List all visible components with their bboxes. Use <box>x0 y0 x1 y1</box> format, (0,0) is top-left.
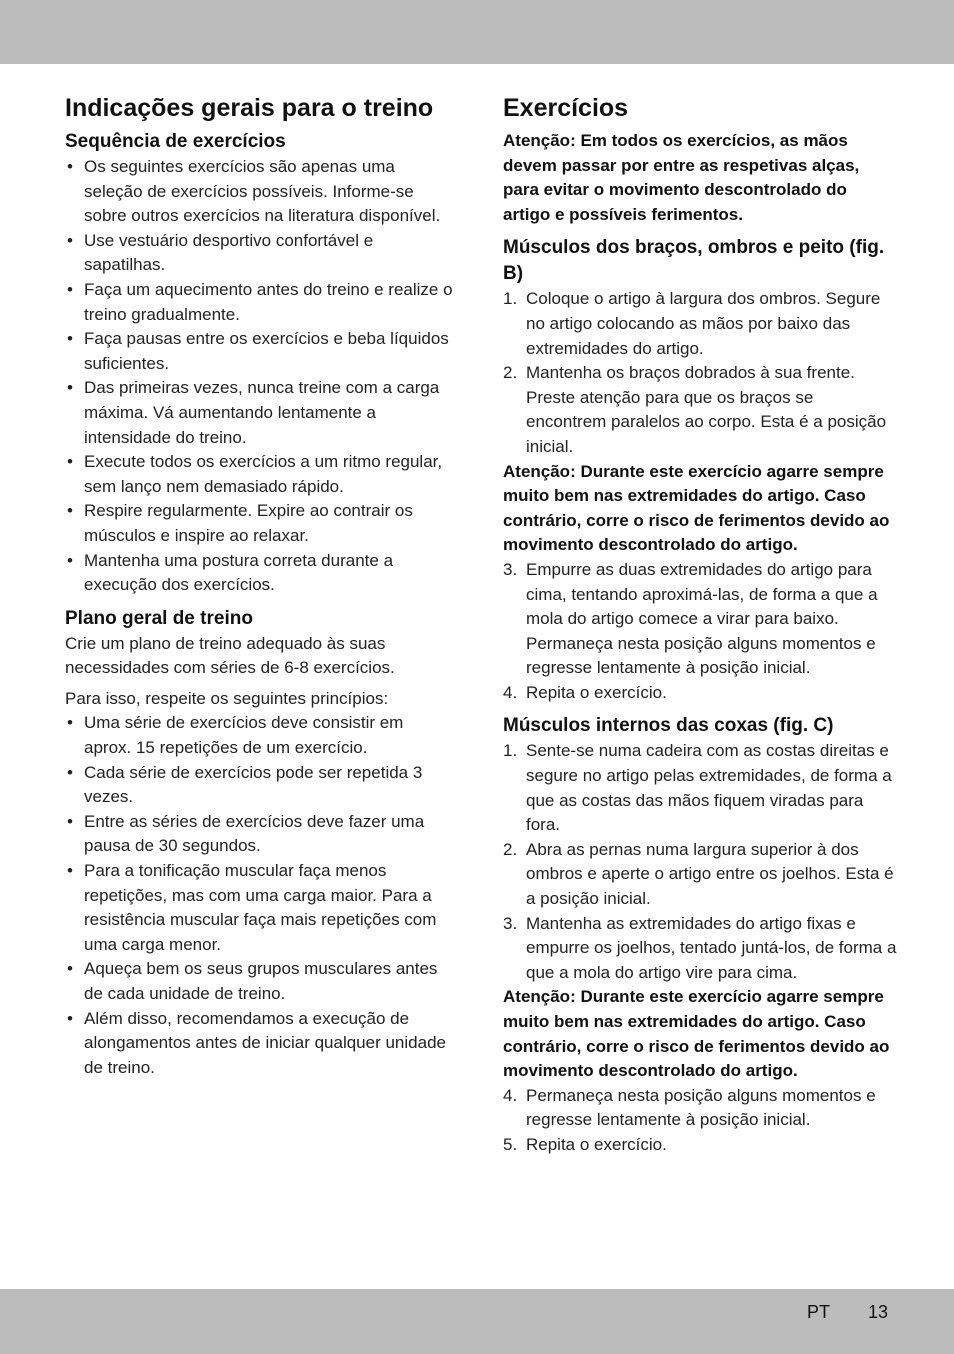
step-number: 1. <box>503 741 518 761</box>
step-number: 2. <box>503 839 518 859</box>
list-item <box>503 558 898 681</box>
list-item: • Faça pausas entre os exercícios e beba líquidos suficientes. <box>65 327 455 376</box>
list-item <box>503 1084 898 1133</box>
exercise-sequence-list <box>65 155 455 598</box>
subheading-inner-thighs: Músculos internos das coxas (fig. C) <box>503 715 834 737</box>
header-band <box>0 0 954 64</box>
attention-note: Atenção: Em todos os exercícios, as mãos devem passar por entre as respetivas alças, para evitar o movimento descontrolado do artigo e possíveis ferimentos. <box>503 131 860 224</box>
list-item: • Use vestuário desportivo confortável e sapatilhas. <box>65 229 455 278</box>
list-item: • Respire regularmente. Expire ao contrair os músculos e inspire ao relaxar. <box>65 499 455 548</box>
step-text: Coloque o artigo à largura dos ombros. Segure no artigo colocando as mãos por baixo das extremidades do artigo. <box>526 289 881 358</box>
list-item <box>503 361 898 459</box>
left-column <box>65 92 455 1080</box>
subheading-exercise-sequence: Sequência de exercícios <box>65 131 286 152</box>
list-item <box>503 1133 898 1158</box>
training-plan-list <box>65 711 455 1080</box>
list-item <box>503 739 898 837</box>
list-item: • Aqueça bem os seus grupos musculares antes de cada unidade de treino. <box>65 957 455 1006</box>
list-item <box>503 287 898 361</box>
step-text: Permaneça nesta posição alguns momentos e regresse lentamente à posição inicial. <box>526 1085 876 1130</box>
list-item: • Os seguintes exercícios são apenas uma seleção de exercícios possíveis. Informe-se sobre outros exercícios na literatura disponível. <box>65 155 455 229</box>
list-item: • Uma série de exercícios deve consistir em aprox. 15 repetições de um exercício. <box>65 711 455 760</box>
step-number: 3. <box>503 559 518 579</box>
list-item: • Cada série de exercícios pode ser repetida 3 vezes. <box>65 761 455 810</box>
thighs-warning: Atenção: Durante este exercício agarre sempre muito bem nas extremidades do artigo. Caso contrário, corre o risco de ferimentos devido ao movimento descontrolado do artigo. <box>503 987 890 1081</box>
list-item: • Faça um aquecimento antes do treino e realize o treino gradualmente. <box>65 278 455 327</box>
section-title: Indicações gerais para o treino <box>65 94 434 122</box>
step-text: Mantenha os braços dobrados à sua frente. Preste atenção para que os braços se encontrem paralelos ao corpo. Esta é a posição inicial. <box>526 363 887 456</box>
exercises-title: Exercícios <box>503 94 629 122</box>
list-item: • Das primeiras vezes, nunca treine com a carga máxima. Vá aumentando lentamente a intensidade do treino. <box>65 376 455 450</box>
step-text: Sente-se numa cadeira com as costas direitas e segure no artigo pelas extremidades, de forma a que as costas das mãos fiquem viradas para fora. <box>526 741 892 835</box>
step-number: 2. <box>503 363 518 383</box>
step-text: Mantenha as extremidades do artigo fixas e empurre os joelhos, tentado juntá-los, de forma a que a mola do artigo vire para cima. <box>526 913 897 982</box>
arms-warning: Atenção: Durante este exercício agarre sempre muito bem nas extremidades do artigo. Caso contrário, corre o risco de ferimentos devido ao movimento descontrolado do artigo. <box>503 461 890 555</box>
list-item <box>503 681 898 706</box>
footer-language-code: PT <box>807 1302 831 1322</box>
subheading-arms-shoulders-chest: Músculos dos braços, ombros e peito (fig. B) <box>503 237 885 285</box>
training-plan-intro: Crie um plano de treino adequado às suas necessidades com séries de 6-8 exercícios. <box>65 633 395 678</box>
list-item: • Execute todos os exercícios a um ritmo regular, sem lanço nem demasiado rápido. <box>65 450 455 499</box>
step-text: Abra as pernas numa largura superior à dos ombros e aperte o artigo entre os joelhos. Esta é a posição inicial. <box>526 839 894 909</box>
list-item: • Para a tonificação muscular faça menos repetições, mas com uma carga maior. Para a resistência muscular faça mais repetições com uma carga menor. <box>65 859 455 957</box>
subheading-training-plan: Plano geral de treino <box>65 607 253 629</box>
list-item: • Além disso, recomendamos a execução de alongamentos antes de iniciar qualquer unidade de treino. <box>65 1007 455 1081</box>
step-text: Repita o exercício. <box>526 1134 667 1154</box>
list-item: • Mantenha uma postura correta durante a execução dos exercícios. <box>65 549 455 598</box>
training-plan-principles: Para isso, respeite os seguintes princípios: <box>65 688 389 708</box>
step-text: Empurre as duas extremidades do artigo para cima, tentando aproximá-las, de forma a que a mola do artigo comece a virar para baixo. Permaneça nesta posição alguns momentos e regresse lentamente à posição inicial. <box>526 559 878 678</box>
page-number: 13 <box>868 1302 889 1322</box>
step-number: 5. <box>503 1134 518 1154</box>
arms-steps-list-continued <box>503 558 898 706</box>
list-item <box>503 838 898 912</box>
step-number: 3. <box>503 913 518 933</box>
step-number: 4. <box>503 1085 518 1105</box>
list-item <box>503 912 898 986</box>
step-text: Repita o exercício. <box>526 682 667 702</box>
step-number: 1. <box>503 289 518 309</box>
step-number: 4. <box>503 682 518 702</box>
arms-steps-list <box>503 287 898 459</box>
thighs-steps-list-continued <box>503 1084 898 1158</box>
list-item: • Entre as séries de exercícios deve fazer uma pausa de 30 segundos. <box>65 810 455 859</box>
thighs-steps-list <box>503 739 898 985</box>
right-column <box>503 92 898 1158</box>
